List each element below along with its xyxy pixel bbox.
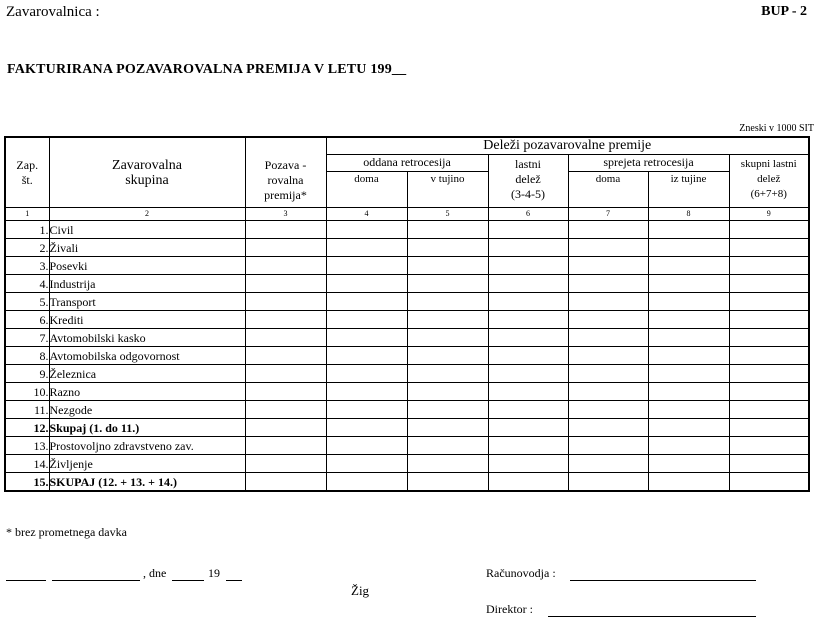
- row-number: 5.: [5, 293, 49, 311]
- date-label: , dne: [143, 566, 167, 580]
- amount-cell[interactable]: [407, 365, 488, 383]
- amount-cell[interactable]: [488, 437, 568, 455]
- amount-cell[interactable]: [245, 401, 326, 419]
- accepted-abroad-header: iz tujine: [648, 172, 729, 208]
- amount-cell[interactable]: [729, 311, 809, 329]
- row-label: Prostovoljno zdravstveno zav.: [49, 437, 245, 455]
- director-label: Direktor :: [486, 602, 533, 616]
- row-label: Železnica: [49, 365, 245, 383]
- amount-cell[interactable]: [648, 329, 729, 347]
- amount-cell[interactable]: [245, 311, 326, 329]
- amount-cell[interactable]: [407, 419, 488, 437]
- amount-cell[interactable]: [568, 257, 648, 275]
- amount-cell[interactable]: [407, 275, 488, 293]
- amount-cell[interactable]: [568, 275, 648, 293]
- table-row: [5, 221, 809, 239]
- amount-cell[interactable]: [488, 473, 568, 492]
- row-number: 6.: [5, 311, 49, 329]
- ceded-home-header: doma: [326, 172, 407, 208]
- amount-cell[interactable]: [648, 221, 729, 239]
- amount-cell[interactable]: [568, 293, 648, 311]
- amount-unit-note: Zneski v 1000 SIT: [739, 123, 814, 134]
- amount-cell[interactable]: [488, 239, 568, 257]
- amount-cell[interactable]: [245, 437, 326, 455]
- amount-cell[interactable]: [326, 329, 407, 347]
- row-label: Transport: [49, 293, 245, 311]
- amount-cell[interactable]: [648, 383, 729, 401]
- table-row: [5, 275, 809, 293]
- amount-cell[interactable]: [326, 239, 407, 257]
- amount-cell[interactable]: [407, 221, 488, 239]
- own-share-header: lastni delež (3-4-5): [488, 155, 568, 208]
- accountant-label: Računovodja :: [486, 566, 556, 580]
- amount-cell[interactable]: [648, 401, 729, 419]
- row-label: Živali: [49, 239, 245, 257]
- amount-cell[interactable]: [729, 275, 809, 293]
- amount-cell[interactable]: [568, 455, 648, 473]
- amount-cell[interactable]: [568, 383, 648, 401]
- row-number: 13.: [5, 437, 49, 455]
- accepted-home-header: doma: [568, 172, 648, 208]
- amount-cell[interactable]: [648, 455, 729, 473]
- row-number: 4.: [5, 275, 49, 293]
- table-row: [5, 365, 809, 383]
- amount-cell[interactable]: [326, 419, 407, 437]
- insurer-label: Zavarovalnica :: [6, 4, 100, 20]
- amount-cell[interactable]: [648, 257, 729, 275]
- amount-cell[interactable]: [648, 437, 729, 455]
- row-label: Civil: [49, 221, 245, 239]
- amount-cell[interactable]: [326, 365, 407, 383]
- amount-cell[interactable]: [245, 329, 326, 347]
- amount-cell[interactable]: [729, 257, 809, 275]
- row-label: Avtomobilska odgovornost: [49, 347, 245, 365]
- amount-cell[interactable]: [488, 347, 568, 365]
- amount-cell[interactable]: [648, 275, 729, 293]
- amount-cell[interactable]: [407, 293, 488, 311]
- director-signature-line[interactable]: [548, 616, 756, 617]
- form-code: BUP - 2: [761, 4, 807, 19]
- amount-cell[interactable]: [729, 455, 809, 473]
- amount-cell[interactable]: [648, 473, 729, 492]
- amount-cell[interactable]: [407, 239, 488, 257]
- row-label: Avtomobilski kasko: [49, 329, 245, 347]
- table-row: [5, 293, 809, 311]
- amount-cell[interactable]: [648, 293, 729, 311]
- amount-cell[interactable]: [488, 401, 568, 419]
- table-row: [5, 455, 809, 473]
- amount-cell[interactable]: [648, 311, 729, 329]
- amount-cell[interactable]: [488, 293, 568, 311]
- row-number: 10.: [5, 383, 49, 401]
- amount-cell[interactable]: [568, 419, 648, 437]
- amount-cell[interactable]: [568, 437, 648, 455]
- amount-cell[interactable]: [245, 275, 326, 293]
- amount-cell[interactable]: [729, 401, 809, 419]
- amount-cell[interactable]: [245, 455, 326, 473]
- amount-cell[interactable]: [326, 473, 407, 492]
- row-number: 14.: [5, 455, 49, 473]
- row-number: 11.: [5, 401, 49, 419]
- amount-cell[interactable]: [729, 365, 809, 383]
- amount-cell[interactable]: [729, 473, 809, 492]
- row-label: Posevki: [49, 257, 245, 275]
- table-row: [5, 437, 809, 455]
- amount-cell[interactable]: [245, 239, 326, 257]
- col-header-number: Zap. št.: [5, 137, 49, 208]
- amount-cell[interactable]: [488, 257, 568, 275]
- amount-cell[interactable]: [326, 275, 407, 293]
- amount-cell[interactable]: [488, 383, 568, 401]
- amount-cell[interactable]: [326, 257, 407, 275]
- amount-cell[interactable]: [326, 293, 407, 311]
- row-label: Skupaj (1. do 11.): [49, 419, 245, 437]
- amount-cell[interactable]: [729, 419, 809, 437]
- amount-cell[interactable]: [729, 329, 809, 347]
- row-number: 12.: [5, 419, 49, 437]
- document-title: FAKTURIRANA POZAVAROVALNA PREMIJA V LETU 199__: [7, 62, 407, 77]
- accepted-header: sprejeta retrocesija: [568, 155, 729, 172]
- accountant-signature-line[interactable]: [570, 580, 756, 581]
- amount-cell[interactable]: [245, 221, 326, 239]
- amount-cell[interactable]: [729, 383, 809, 401]
- amount-cell[interactable]: [407, 455, 488, 473]
- year-prefix: 19: [208, 566, 220, 580]
- row-number: 7.: [5, 329, 49, 347]
- table-row: [5, 401, 809, 419]
- stamp-label: Žig: [351, 583, 370, 598]
- row-label: SKUPAJ (12. + 13. + 14.): [49, 473, 245, 492]
- table-row: [5, 347, 809, 365]
- amount-cell[interactable]: [407, 311, 488, 329]
- amount-cell[interactable]: [407, 257, 488, 275]
- premium-table: [4, 136, 810, 492]
- amount-cell[interactable]: [729, 437, 809, 455]
- row-number: 3.: [5, 257, 49, 275]
- amount-cell[interactable]: [407, 347, 488, 365]
- amount-cell[interactable]: [729, 221, 809, 239]
- table-row: [5, 419, 809, 437]
- amount-cell[interactable]: [648, 239, 729, 257]
- amount-cell[interactable]: [729, 347, 809, 365]
- amount-cell[interactable]: [568, 401, 648, 419]
- amount-cell[interactable]: [568, 311, 648, 329]
- amount-cell[interactable]: [407, 329, 488, 347]
- amount-cell[interactable]: [245, 365, 326, 383]
- table-row: [5, 311, 809, 329]
- footnote: * brez prometnega davka: [6, 525, 127, 539]
- amount-cell[interactable]: [488, 365, 568, 383]
- amount-cell[interactable]: [488, 311, 568, 329]
- table-row: [5, 383, 809, 401]
- amount-cell[interactable]: [407, 383, 488, 401]
- row-label: Nezgode: [49, 401, 245, 419]
- amount-cell[interactable]: [245, 383, 326, 401]
- place-line[interactable]: [6, 580, 46, 581]
- table-row: [5, 239, 809, 257]
- amount-cell[interactable]: [568, 347, 648, 365]
- amount-cell[interactable]: [326, 455, 407, 473]
- row-label: Življenje: [49, 455, 245, 473]
- amount-cell[interactable]: [488, 275, 568, 293]
- amount-cell[interactable]: [568, 329, 648, 347]
- table-row: [5, 257, 809, 275]
- date-line[interactable]: [172, 580, 204, 581]
- amount-cell[interactable]: [568, 473, 648, 492]
- row-label: Razno: [49, 383, 245, 401]
- row-label: Krediti: [49, 311, 245, 329]
- amount-cell[interactable]: [326, 347, 407, 365]
- total-own-header: skupni lastni delež (6+7+8): [729, 155, 809, 208]
- amount-cell[interactable]: [488, 455, 568, 473]
- ceded-header: oddana retrocesija: [326, 155, 488, 172]
- amount-cell[interactable]: [245, 293, 326, 311]
- row-number: 8.: [5, 347, 49, 365]
- amount-cell[interactable]: [488, 329, 568, 347]
- ceded-abroad-header: v tujino: [407, 172, 488, 208]
- row-label: Industrija: [49, 275, 245, 293]
- amount-cell[interactable]: [488, 419, 568, 437]
- table-row: [5, 473, 809, 492]
- amount-cell[interactable]: [407, 437, 488, 455]
- amount-cell[interactable]: [245, 473, 326, 492]
- amount-cell[interactable]: [326, 383, 407, 401]
- row-number: 15.: [5, 473, 49, 492]
- amount-cell[interactable]: [245, 347, 326, 365]
- column-number-row: 1 2 3 4 5 6 7 8 9: [5, 208, 809, 221]
- amount-cell[interactable]: [648, 365, 729, 383]
- shares-header: Deleži pozavarovalne premije: [326, 137, 809, 155]
- amount-cell[interactable]: [729, 239, 809, 257]
- amount-cell[interactable]: [407, 473, 488, 492]
- amount-cell[interactable]: [407, 401, 488, 419]
- amount-cell[interactable]: [245, 257, 326, 275]
- amount-cell[interactable]: [568, 239, 648, 257]
- amount-cell[interactable]: [245, 419, 326, 437]
- amount-cell[interactable]: [326, 437, 407, 455]
- amount-cell[interactable]: [326, 311, 407, 329]
- amount-cell[interactable]: [648, 347, 729, 365]
- amount-cell[interactable]: [326, 221, 407, 239]
- amount-cell[interactable]: [488, 221, 568, 239]
- amount-cell[interactable]: [568, 365, 648, 383]
- row-number: 2.: [5, 239, 49, 257]
- row-number: 9.: [5, 365, 49, 383]
- row-number: 1.: [5, 221, 49, 239]
- amount-cell[interactable]: [326, 401, 407, 419]
- year-line[interactable]: [226, 580, 242, 581]
- amount-cell[interactable]: [568, 221, 648, 239]
- col-header-group: Zavarovalna skupina: [49, 137, 245, 208]
- place-line-2[interactable]: [52, 580, 140, 581]
- table-row: [5, 329, 809, 347]
- amount-cell[interactable]: [729, 293, 809, 311]
- amount-cell[interactable]: [648, 419, 729, 437]
- col-header-premium: Pozava - rovalna premija*: [245, 137, 326, 208]
